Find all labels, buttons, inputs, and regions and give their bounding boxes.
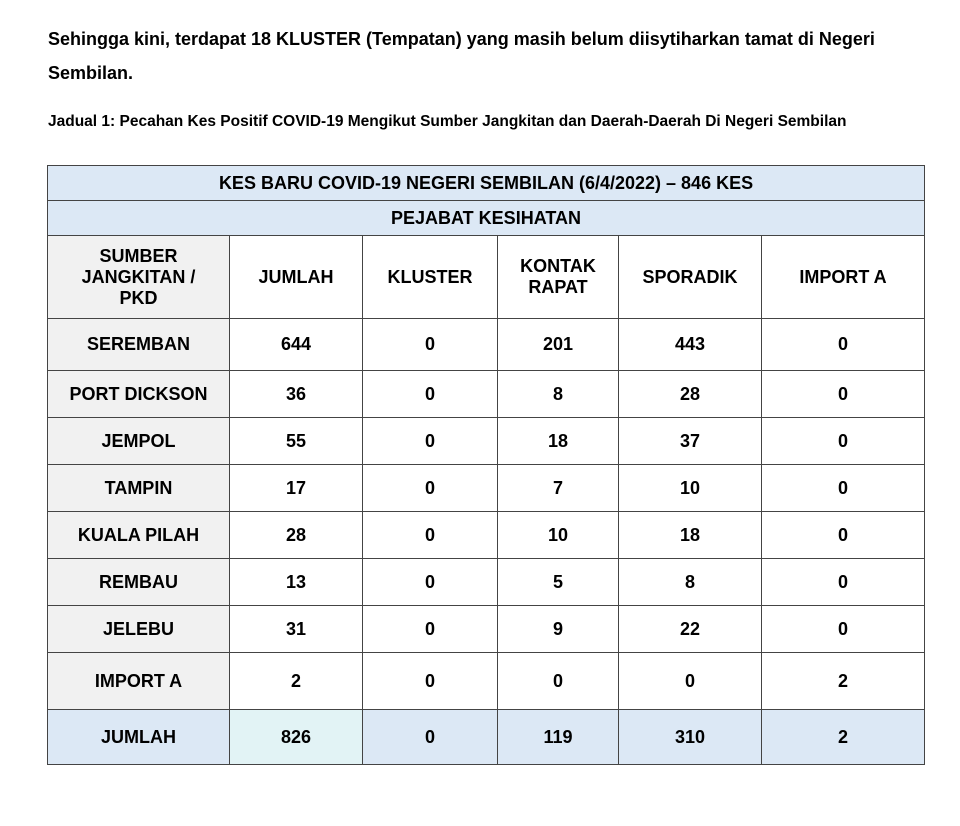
cell-kontak: 9: [498, 606, 619, 653]
cell-jumlah: 2: [230, 653, 363, 710]
cell-kluster: 0: [363, 606, 498, 653]
total-kluster: 0: [363, 710, 498, 765]
cell-import: 0: [762, 319, 925, 371]
cell-kluster: 0: [363, 418, 498, 465]
cell-kluster: 0: [363, 371, 498, 418]
total-row: [48, 710, 925, 765]
cell-sporadik: 37: [619, 418, 762, 465]
total-sporadik: 310: [619, 710, 762, 765]
cell-kontak: 201: [498, 319, 619, 371]
cell-kontak: 5: [498, 559, 619, 606]
cell-sporadik: 28: [619, 371, 762, 418]
row-name: TAMPIN: [48, 465, 230, 512]
cell-sporadik: 18: [619, 512, 762, 559]
cell-import: 0: [762, 418, 925, 465]
row-name: PORT DICKSON: [48, 371, 230, 418]
cell-jumlah: 17: [230, 465, 363, 512]
col-header-import: IMPORT A: [762, 236, 925, 319]
table-caption: Jadual 1: Pecahan Kes Positif COVID-19 Mengikut Sumber Jangkitan dan Daerah-Daerah Di Negeri Sembilan: [48, 113, 847, 130]
row-name: JEMPOL: [48, 418, 230, 465]
table-row: [48, 653, 925, 710]
cell-sporadik: 0: [619, 653, 762, 710]
cell-import: 2: [762, 653, 925, 710]
cell-import: 0: [762, 371, 925, 418]
row-name: JELEBU: [48, 606, 230, 653]
cell-kontak: 10: [498, 512, 619, 559]
cell-jumlah: 36: [230, 371, 363, 418]
table-row: [48, 559, 925, 606]
total-label: JUMLAH: [48, 710, 230, 765]
cell-sporadik: 22: [619, 606, 762, 653]
row-name: IMPORT A: [48, 653, 230, 710]
col-header-sporadik: SPORADIK: [619, 236, 762, 319]
cell-sporadik: 8: [619, 559, 762, 606]
total-kontak: 119: [498, 710, 619, 765]
col-header-kontak: KONTAK RAPAT: [498, 236, 619, 319]
cell-jumlah: 55: [230, 418, 363, 465]
cell-kontak: 18: [498, 418, 619, 465]
cell-import: 0: [762, 512, 925, 559]
cell-kluster: 0: [363, 319, 498, 371]
cell-kontak: 8: [498, 371, 619, 418]
cell-sporadik: 10: [619, 465, 762, 512]
table-row: [48, 371, 925, 418]
table-row: [48, 465, 925, 512]
cell-kluster: 0: [363, 559, 498, 606]
row-name: SEREMBAN: [48, 319, 230, 371]
row-name: REMBAU: [48, 559, 230, 606]
cell-jumlah: 13: [230, 559, 363, 606]
table-row: [48, 606, 925, 653]
cell-kluster: 0: [363, 653, 498, 710]
table-row: [48, 319, 925, 371]
cell-jumlah: 28: [230, 512, 363, 559]
col-header-sumber: SUMBER JANGKITAN / PKD: [48, 236, 230, 319]
cell-jumlah: 31: [230, 606, 363, 653]
cell-import: 0: [762, 606, 925, 653]
total-import: 2: [762, 710, 925, 765]
table-row: [48, 418, 925, 465]
cell-import: 0: [762, 465, 925, 512]
table-title: KES BARU COVID-19 NEGERI SEMBILAN (6/4/2022) – 846 KES: [48, 166, 925, 201]
table-row: [48, 512, 925, 559]
intro-paragraph: Sehingga kini, terdapat 18 KLUSTER (Tempatan) yang masih belum diisytiharkan tamat di Negeri Sembilan.: [48, 29, 875, 83]
cell-jumlah: 644: [230, 319, 363, 371]
cell-kluster: 0: [363, 465, 498, 512]
col-header-jumlah: JUMLAH: [230, 236, 363, 319]
covid-cases-table: [47, 165, 925, 765]
cell-kontak: 7: [498, 465, 619, 512]
col-header-kluster: KLUSTER: [363, 236, 498, 319]
cell-import: 0: [762, 559, 925, 606]
total-jumlah: 826: [230, 710, 363, 765]
cell-kontak: 0: [498, 653, 619, 710]
cell-sporadik: 443: [619, 319, 762, 371]
cell-kluster: 0: [363, 512, 498, 559]
row-name: KUALA PILAH: [48, 512, 230, 559]
column-header-row: [48, 236, 925, 319]
table-subtitle: PEJABAT KESIHATAN: [48, 201, 925, 236]
